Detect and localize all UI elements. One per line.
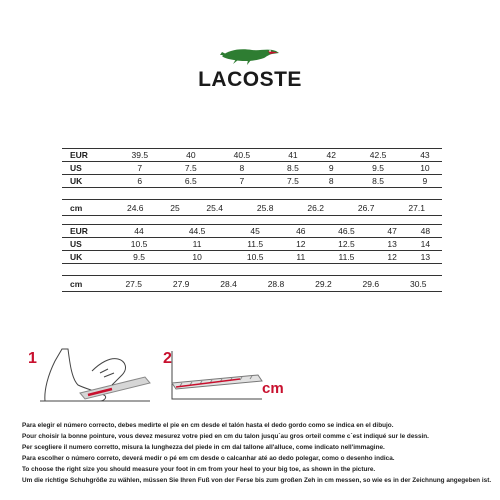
size-cell: 14 [409, 238, 442, 251]
size-cell: 8 [314, 175, 348, 188]
size-cell: 25 [161, 200, 190, 216]
size-cell: 6.5 [170, 175, 213, 188]
size-cell: 47 [375, 225, 408, 238]
size-cell: 10.5 [226, 251, 284, 264]
size-table-eur-us-uk-2 [62, 224, 442, 264]
size-cell: 43 [408, 149, 442, 162]
size-cell: 11.5 [317, 251, 375, 264]
size-cell: 30.5 [395, 276, 442, 292]
instruction-es: Para elegir el número correcto, debes medirte el pie en cm desde el talón hasta el dedo gordo como se indica en el dibujo. [22, 422, 394, 429]
size-cell: 10.5 [110, 238, 168, 251]
row-label: UK [62, 251, 110, 264]
row-label: cm [62, 200, 110, 216]
size-row-uk [62, 251, 442, 264]
size-cell: 26.2 [290, 200, 341, 216]
size-cell: 45 [226, 225, 284, 238]
size-cell: 46.5 [317, 225, 375, 238]
size-cell: 25.8 [240, 200, 291, 216]
size-row-cm [62, 276, 442, 292]
size-row-eur [62, 149, 442, 162]
size-cell: 9.5 [348, 162, 408, 175]
size-cell: 27.1 [391, 200, 442, 216]
size-cell: 40.5 [212, 149, 272, 162]
size-cell: 40 [170, 149, 213, 162]
size-cell: 13 [375, 238, 408, 251]
step-2-number: 2 [163, 350, 172, 367]
unit-label: cm [262, 380, 284, 397]
size-cell: 11 [284, 251, 317, 264]
size-cell: 13 [409, 251, 442, 264]
row-label: EUR [62, 149, 110, 162]
size-cell: 42.5 [348, 149, 408, 162]
size-row-us [62, 238, 442, 251]
size-cell: 6 [110, 175, 170, 188]
size-cell: 29.6 [347, 276, 394, 292]
size-cell: 28.8 [252, 276, 299, 292]
size-cell: 44.5 [168, 225, 226, 238]
measurement-illustration [0, 335, 500, 410]
size-cell: 28.4 [205, 276, 252, 292]
row-label: US [62, 238, 110, 251]
size-table-eur-us-uk-1 [62, 148, 442, 188]
step-1-number: 1 [28, 350, 37, 367]
row-label: cm [62, 276, 110, 292]
instruction-en: To choose the right size you should measure your foot in cm from your heel to your big toe, as shown in the picture. [22, 466, 376, 473]
size-row-cm [62, 200, 442, 216]
size-cell: 29.2 [300, 276, 347, 292]
size-cell: 8.5 [348, 175, 408, 188]
size-cell: 25.4 [189, 200, 240, 216]
row-label: EUR [62, 225, 110, 238]
instructions-block [22, 420, 492, 486]
size-cell: 27.9 [157, 276, 204, 292]
size-cell: 12 [284, 238, 317, 251]
size-cell: 9 [314, 162, 348, 175]
size-cell: 10 [168, 251, 226, 264]
size-cell: 11 [168, 238, 226, 251]
size-cell: 12.5 [317, 238, 375, 251]
instruction-de: Um die richtige Schuhgröße zu wählen, müssen Sie Ihren Fuß von der Ferse bis zum großen Zeh in cm messen, so wie es in der Zeichnung angegeben ist. [22, 477, 492, 484]
row-label: UK [62, 175, 110, 188]
size-cell: 24.6 [110, 200, 161, 216]
size-cell: 10 [408, 162, 442, 175]
size-cell: 8 [212, 162, 272, 175]
size-cell: 44 [110, 225, 168, 238]
size-cell: 46 [284, 225, 317, 238]
size-cell: 7 [212, 175, 272, 188]
size-cell: 7.5 [272, 175, 315, 188]
size-cell: 11.5 [226, 238, 284, 251]
size-cell: 12 [375, 251, 408, 264]
instruction-pt: Para escolher o número correto, deverá medir o pé em cm desde o calcanhar até ao dedo polegar, como o desenho indica. [22, 455, 395, 462]
size-cell: 7.5 [170, 162, 213, 175]
size-cell: 39.5 [110, 149, 170, 162]
size-cell: 41 [272, 149, 315, 162]
size-cell: 42 [314, 149, 348, 162]
ruler-icon [172, 351, 262, 399]
size-row-eur [62, 225, 442, 238]
size-table-cm-2 [62, 275, 442, 292]
brand-name: LACOSTE [198, 68, 302, 91]
size-cell: 9.5 [110, 251, 168, 264]
size-cell: 9 [408, 175, 442, 188]
size-table-cm-1 [62, 199, 442, 216]
instruction-fr: Pour choisir la bonne pointure, vous devez mesurez votre pied en cm du talon jusqu´au gros orteil comme c´est indiqué sur le dessin. [22, 433, 429, 440]
instruction-it: Per scegliere il numero corretto, misura la lunghezza del piede in cm dal tallone all'alluce, come indicato nell'immagine. [22, 444, 385, 451]
crocodile-icon [218, 44, 282, 66]
size-cell: 26.7 [341, 200, 392, 216]
brand-logo [0, 44, 500, 66]
size-cell: 8.5 [272, 162, 315, 175]
row-label: US [62, 162, 110, 175]
size-cell: 27.5 [110, 276, 157, 292]
size-row-us [62, 162, 442, 175]
size-cell: 7 [110, 162, 170, 175]
size-cell: 48 [409, 225, 442, 238]
size-row-uk [62, 175, 442, 188]
